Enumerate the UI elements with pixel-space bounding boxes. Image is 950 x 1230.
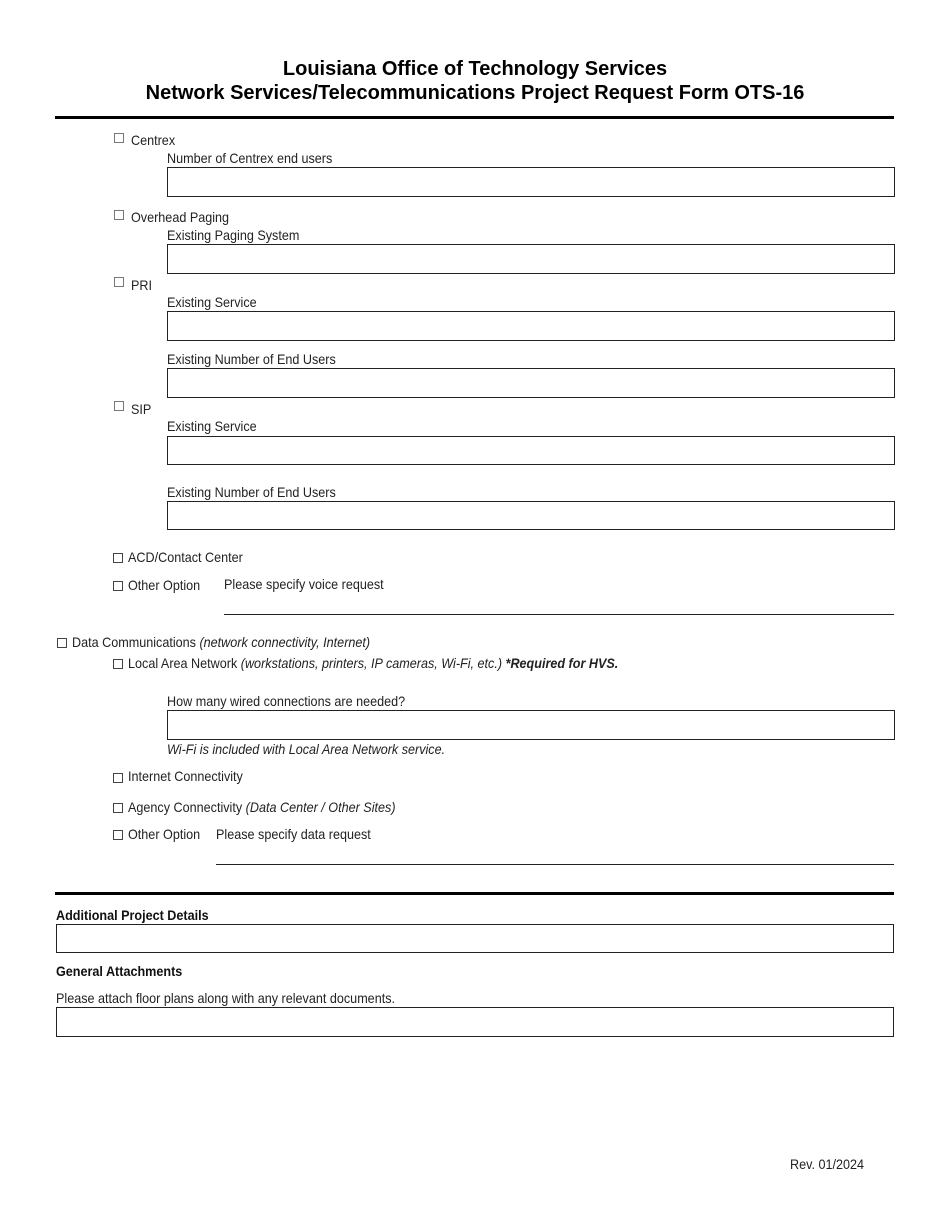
data-other-input[interactable] bbox=[216, 864, 894, 865]
additional-details-input[interactable] bbox=[56, 924, 894, 953]
internet-connectivity-label: Internet Connectivity bbox=[128, 768, 243, 784]
attachments-input[interactable] bbox=[56, 1007, 894, 1037]
acd-label: ACD/Contact Center bbox=[128, 549, 243, 565]
general-attachments-title: General Attachments bbox=[56, 963, 183, 979]
data-communications-label: Data Communications (network connectivity, Internet) bbox=[72, 634, 371, 650]
section-divider bbox=[55, 892, 894, 895]
acd-checkbox[interactable] bbox=[113, 553, 123, 563]
centrex-label: Centrex bbox=[131, 132, 176, 148]
pri-service-label: Existing Service bbox=[167, 294, 257, 310]
header-divider bbox=[55, 116, 894, 119]
voice-other-input[interactable] bbox=[224, 614, 894, 615]
pri-users-label: Existing Number of End Users bbox=[167, 351, 336, 367]
overhead-paging-checkbox[interactable] bbox=[114, 210, 124, 220]
centrex-users-input[interactable] bbox=[167, 167, 895, 197]
revision-label: Rev. 01/2024 bbox=[790, 1156, 865, 1172]
sip-service-input[interactable] bbox=[167, 436, 895, 465]
data-other-checkbox[interactable] bbox=[113, 830, 123, 840]
attachments-instructions: Please attach floor plans along with any relevant documents. bbox=[56, 990, 396, 1006]
pri-label: PRI bbox=[131, 277, 153, 293]
wifi-note: Wi-Fi is included with Local Area Network service. bbox=[167, 741, 446, 757]
lan-label: Local Area Network (workstations, printers, IP cameras, Wi-Fi, etc.) *Required for HVS. bbox=[128, 655, 619, 671]
lan-checkbox[interactable] bbox=[113, 659, 123, 669]
wired-connections-label: How many wired connections are needed? bbox=[167, 693, 406, 709]
sip-users-label: Existing Number of End Users bbox=[167, 484, 336, 500]
data-communications-checkbox[interactable] bbox=[57, 638, 67, 648]
agency-connectivity-label: Agency Connectivity (Data Center / Other Sites) bbox=[128, 799, 396, 815]
internet-connectivity-checkbox[interactable] bbox=[113, 773, 123, 783]
centrex-users-label: Number of Centrex end users bbox=[167, 150, 333, 166]
pri-service-input[interactable] bbox=[167, 311, 895, 341]
sip-users-input[interactable] bbox=[167, 501, 895, 530]
paging-system-label: Existing Paging System bbox=[167, 227, 300, 243]
form-title-agency: Louisiana Office of Technology Services bbox=[282, 58, 668, 80]
voice-other-label: Other Option bbox=[128, 577, 201, 593]
voice-other-checkbox[interactable] bbox=[113, 581, 123, 591]
paging-system-input[interactable] bbox=[167, 244, 895, 274]
sip-checkbox[interactable] bbox=[114, 401, 124, 411]
hvs-required-note: *Required for HVS. bbox=[505, 655, 619, 671]
data-other-prompt: Please specify data request bbox=[216, 826, 371, 842]
pri-users-input[interactable] bbox=[167, 368, 895, 398]
pri-checkbox[interactable] bbox=[114, 277, 124, 287]
form-title: Network Services/Telecommunications Project Request Form OTS-16 bbox=[145, 82, 805, 104]
data-other-label: Other Option bbox=[128, 826, 201, 842]
sip-label: SIP bbox=[131, 401, 152, 417]
wired-connections-input[interactable] bbox=[167, 710, 895, 740]
additional-details-title: Additional Project Details bbox=[56, 907, 209, 923]
sip-service-label: Existing Service bbox=[167, 418, 257, 434]
centrex-checkbox[interactable] bbox=[114, 133, 124, 143]
agency-connectivity-checkbox[interactable] bbox=[113, 803, 123, 813]
voice-other-prompt: Please specify voice request bbox=[224, 576, 384, 592]
overhead-paging-label: Overhead Paging bbox=[131, 209, 230, 225]
